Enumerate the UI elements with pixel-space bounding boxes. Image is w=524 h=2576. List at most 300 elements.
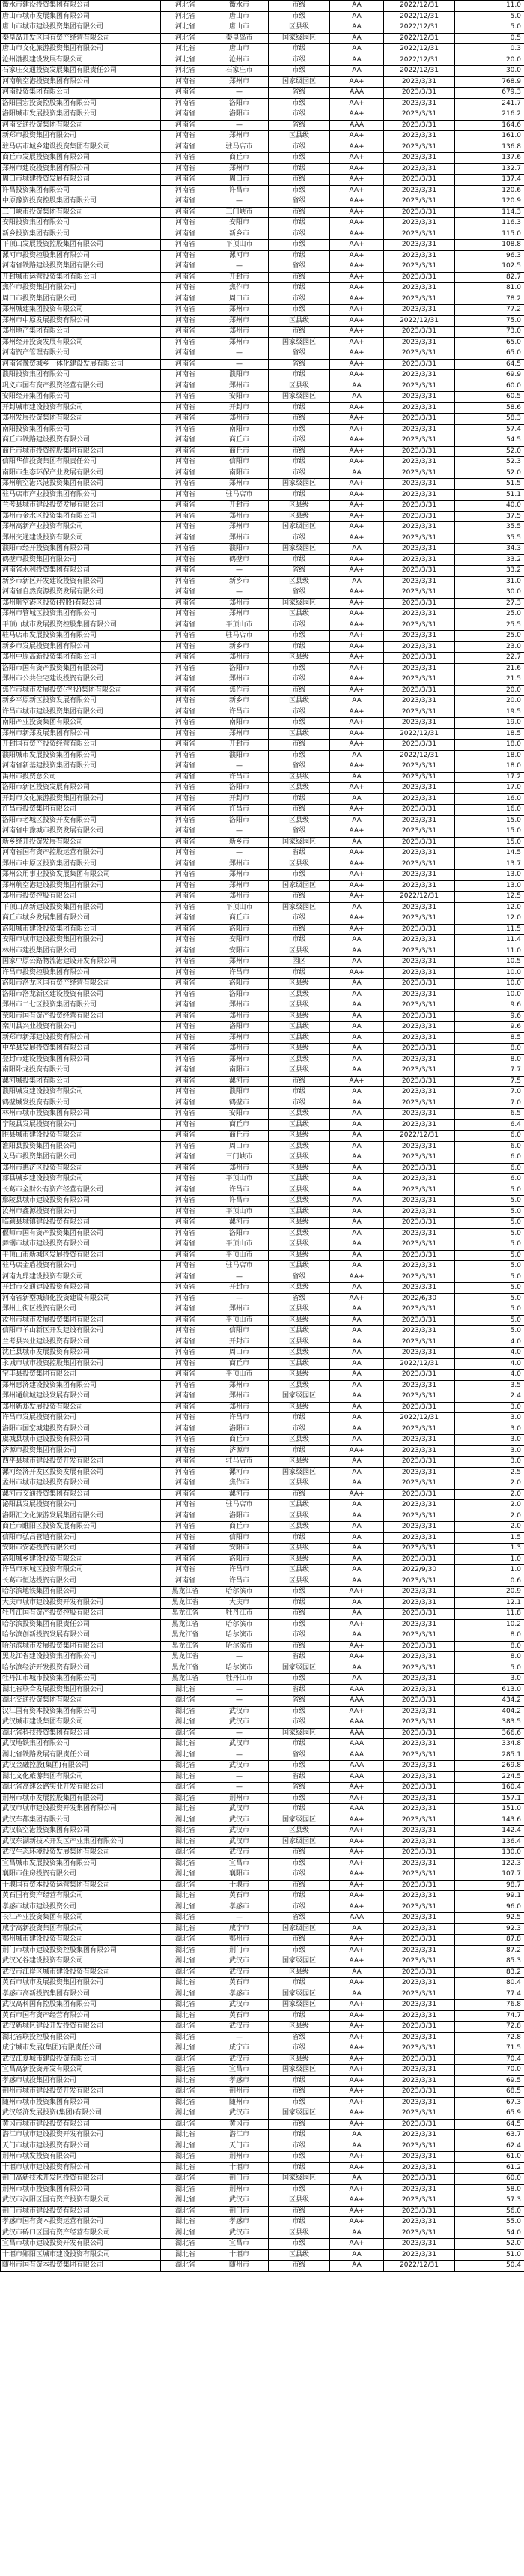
city-cell: 驻马店市: [210, 489, 269, 501]
province-cell: 湖北省: [161, 2032, 210, 2043]
issuer-name-cell: 济源市投资集团有限公司: [1, 1445, 161, 1457]
value-cell: 7.0: [455, 1087, 524, 1098]
table-row: [1, 435, 524, 447]
issuer-name-cell: 河南省中豫城市投资发展有限公司: [1, 826, 161, 838]
issuer-name-cell: 南阳卧龙投资有限公司: [1, 1065, 161, 1077]
value-cell: 75.0: [455, 315, 524, 327]
report-date-cell: 2022/12/31: [384, 55, 455, 66]
report-date-cell: 2023/3/31: [384, 1402, 455, 1413]
rating-cell: AA: [330, 1250, 384, 1261]
report-date-cell: 2023/3/31: [384, 2130, 455, 2141]
value-cell: 18.0: [455, 761, 524, 773]
province-cell: 河南省: [161, 815, 210, 826]
rating-cell: AA: [330, 1380, 384, 1391]
issuer-name-cell: 新郑市投资集团有限公司: [1, 131, 161, 142]
value-cell: 87.2: [455, 1945, 524, 1956]
city-cell: 安阳市: [210, 392, 269, 403]
city-cell: 许昌市: [210, 1196, 269, 1207]
issuer-name-cell: 荆州市城市发展控股集团有限公司: [1, 1793, 161, 1804]
admin-level-cell: 市级: [269, 305, 330, 316]
province-cell: 湖北省: [161, 1804, 210, 1815]
report-date-cell: 2022/12/31: [384, 66, 455, 77]
value-cell: 679.3: [455, 88, 524, 99]
province-cell: 河南省: [161, 674, 210, 686]
province-cell: 河南省: [161, 892, 210, 903]
report-date-cell: 2023/3/31: [384, 1978, 455, 1989]
admin-level-cell: 市级: [269, 967, 330, 979]
issuer-name-cell: 洛阳汇文化旅游发展集团有限公司: [1, 1511, 161, 1522]
table-row: [1, 2162, 524, 2174]
province-cell: 湖北省: [161, 1967, 210, 1978]
rating-cell: AA: [330, 1576, 384, 1587]
table-row: [1, 805, 524, 816]
issuer-name-cell: 宜昌市城市建设投资开发有限公司: [1, 2239, 161, 2250]
value-cell: 8.0: [455, 1630, 524, 1642]
value-cell: 58.6: [455, 402, 524, 414]
admin-level-cell: 市级: [269, 163, 330, 175]
value-cell: 2.0: [455, 1500, 524, 1511]
rating-cell: AA: [330, 1326, 384, 1337]
value-cell: 137.6: [455, 153, 524, 164]
value-cell: 62.4: [455, 2141, 524, 2152]
value-cell: 10.0: [455, 989, 524, 1000]
rating-cell: AA: [330, 1304, 384, 1316]
city-cell: 武汉市: [210, 1815, 269, 1826]
report-date-cell: 2022/12/31: [384, 1131, 455, 1142]
value-cell: 10.2: [455, 1619, 524, 1630]
city-cell: 安阳市: [210, 1544, 269, 1555]
value-cell: 60.0: [455, 381, 524, 392]
admin-level-cell: 区县级: [269, 815, 330, 826]
rating-cell: AA+: [330, 337, 384, 348]
city-cell: 郑州市: [210, 337, 269, 348]
rating-cell: AA+: [330, 511, 384, 522]
report-date-cell: 2023/3/31: [384, 348, 455, 360]
report-date-cell: 2023/3/31: [384, 1141, 455, 1152]
rating-cell: AA: [330, 1391, 384, 1403]
value-cell: 2.0: [455, 1522, 524, 1533]
issuer-name-cell: 义马市投资集团有限公司: [1, 1152, 161, 1164]
table-row: [1, 663, 524, 674]
issuer-name-cell: 哈尔滨创新投资发展有限公司: [1, 1630, 161, 1642]
value-cell: 142.4: [455, 1826, 524, 1837]
issuer-name-cell: 开封市文化旅游投资集团有限公司: [1, 793, 161, 805]
report-date-cell: 2023/3/31: [384, 424, 455, 435]
rating-cell: AA: [330, 1565, 384, 1576]
value-cell: 4.0: [455, 1358, 524, 1370]
rating-cell: AA+: [330, 2217, 384, 2228]
table-row: [1, 2054, 524, 2065]
admin-level-cell: 国家级园区: [269, 2108, 330, 2120]
issuer-name-cell: 泌阳县发展投资有限公司: [1, 1500, 161, 1511]
issuer-name-cell: 新乡投资集团有限公司: [1, 229, 161, 240]
province-cell: 河南省: [161, 826, 210, 838]
admin-level-cell: 市级: [269, 2097, 330, 2108]
table-row: [1, 142, 524, 153]
admin-level-cell: 市级: [269, 554, 330, 566]
issuer-name-cell: 商丘市铁路建设投资有限公司: [1, 435, 161, 447]
table-row: [1, 1913, 524, 1924]
issuer-name-cell: 黑龙江省建设投资集团有限公司: [1, 1652, 161, 1663]
issuer-name-cell: 河南交通投资集团有限公司: [1, 120, 161, 131]
city-cell: 漯河市: [210, 1218, 269, 1229]
issuer-name-cell: 郑州市中原区投资集团有限公司: [1, 859, 161, 870]
value-cell: 6.0: [455, 1152, 524, 1164]
admin-level-cell: 省级: [269, 196, 330, 208]
admin-level-cell: 市级: [269, 414, 330, 425]
value-cell: 4.0: [455, 1370, 524, 1381]
table-row: [1, 566, 524, 577]
value-cell: 10.0: [455, 967, 524, 979]
province-cell: 河南省: [161, 381, 210, 392]
report-date-cell: 2023/3/31: [384, 1272, 455, 1283]
issuer-name-cell: 哈尔滨投资集团有限责任公司: [1, 1619, 161, 1630]
issuer-name-cell: 武汉临空港投资集团有限公司: [1, 1826, 161, 1837]
table-row: [1, 1413, 524, 1424]
issuer-name-cell: 安阳投资集团有限公司: [1, 218, 161, 229]
issuer-name-cell: 河南九鼎建设投资有限公司: [1, 1272, 161, 1283]
admin-level-cell: 省级: [269, 88, 330, 99]
table-row: [1, 1739, 524, 1750]
issuer-name-cell: 新乡市发展投资集团有限公司: [1, 641, 161, 653]
issuer-name-cell: 河南航空港投资集团有限公司: [1, 76, 161, 88]
table-row: [1, 1587, 524, 1598]
rating-cell: AA: [330, 1152, 384, 1164]
report-date-cell: 2023/3/31: [384, 207, 455, 218]
report-date-cell: 2023/3/31: [384, 294, 455, 305]
report-date-cell: 2023/3/31: [384, 1902, 455, 1913]
province-cell: 湖北省: [161, 1717, 210, 1729]
city-cell: 洛阳市: [210, 1228, 269, 1239]
province-cell: 河南省: [161, 1119, 210, 1131]
issuer-name-cell: 宝丰县投资集团有限公司: [1, 1370, 161, 1381]
table-row: [1, 1609, 524, 1620]
issuer-name-cell: 唐山市文化旅游投资集团有限公司: [1, 44, 161, 55]
value-cell: 8.0: [455, 1054, 524, 1065]
value-cell: 216.2: [455, 109, 524, 121]
rating-cell: AA: [330, 935, 384, 946]
report-date-cell: 2023/3/31: [384, 2217, 455, 2228]
value-cell: 241.7: [455, 98, 524, 109]
table-row: [1, 1032, 524, 1044]
province-cell: 河南省: [161, 913, 210, 925]
rating-cell: AA+: [330, 2152, 384, 2163]
city-cell: 开封市: [210, 402, 269, 414]
report-date-cell: 2023/3/31: [384, 1065, 455, 1077]
value-cell: 115.0: [455, 229, 524, 240]
rating-cell: AA+: [330, 315, 384, 327]
table-row: [1, 783, 524, 794]
table-row: [1, 609, 524, 620]
city-cell: 郑州市: [210, 870, 269, 881]
value-cell: 17.0: [455, 783, 524, 794]
city-cell: 郑州市: [210, 880, 269, 892]
rating-cell: AA: [330, 989, 384, 1000]
admin-level-cell: 国家级园区: [269, 337, 330, 348]
table-row: [1, 1228, 524, 1239]
city-cell: 郑州市: [210, 1402, 269, 1413]
table-row: [1, 1674, 524, 1685]
admin-level-cell: 区县级: [269, 1152, 330, 1164]
city-cell: 信阳市: [210, 1532, 269, 1544]
province-cell: 湖北省: [161, 2043, 210, 2055]
value-cell: 16.0: [455, 793, 524, 805]
rating-cell: AA+: [330, 2054, 384, 2065]
report-date-cell: 2023/3/31: [384, 1326, 455, 1337]
city-cell: 衡水市: [210, 1, 269, 12]
issuer-name-cell: 汉江国有资本投资集团有限公司: [1, 1706, 161, 1717]
table-row: [1, 685, 524, 696]
report-date-cell: 2023/3/31: [384, 522, 455, 533]
rating-cell: AA: [330, 1109, 384, 1120]
rating-cell: AAA: [330, 88, 384, 99]
admin-level-cell: 市级: [269, 641, 330, 653]
rating-cell: AA+: [330, 272, 384, 283]
table-row: [1, 2043, 524, 2055]
value-cell: 51.1: [455, 489, 524, 501]
issuer-name-cell: 荆州市城市建设投资开发有限公司: [1, 2087, 161, 2098]
admin-level-cell: 区县级: [269, 1511, 330, 1522]
city-cell: 洛阳市: [210, 783, 269, 794]
report-date-cell: 2023/3/31: [384, 587, 455, 599]
admin-level-cell: 区县级: [269, 772, 330, 783]
issuer-name-cell: 郑州新郑发展投资有限公司: [1, 1402, 161, 1413]
report-date-cell: 2023/3/31: [384, 229, 455, 240]
admin-level-cell: 市级: [269, 1891, 330, 1902]
table-row: [1, 446, 524, 457]
value-cell: 11.8: [455, 1609, 524, 1620]
issuer-name-cell: 郑州市二七区投资集团有限公司: [1, 1000, 161, 1012]
province-cell: 河南省: [161, 1445, 210, 1457]
table-row: [1, 55, 524, 66]
city-cell: 商丘市: [210, 1522, 269, 1533]
admin-level-cell: 市级: [269, 1076, 330, 1087]
issuer-name-cell: 随州市城市投资集团有限公司: [1, 2097, 161, 2108]
admin-level-cell: 区县级: [269, 1358, 330, 1370]
admin-level-cell: 区县级: [269, 381, 330, 392]
province-cell: 河南省: [161, 837, 210, 848]
rating-cell: AA+: [330, 761, 384, 773]
report-date-cell: 2023/3/31: [384, 935, 455, 946]
rating-cell: AA+: [330, 207, 384, 218]
issuer-name-cell: 禹州市投资总公司: [1, 772, 161, 783]
admin-level-cell: 区县级: [269, 728, 330, 740]
rating-cell: AA: [330, 544, 384, 555]
table-row: [1, 1978, 524, 1989]
city-cell: 许昌市: [210, 1576, 269, 1587]
city-cell: 郑州市: [210, 609, 269, 620]
admin-level-cell: 区县级: [269, 2249, 330, 2261]
province-cell: 河南省: [161, 131, 210, 142]
rating-cell: AA: [330, 2249, 384, 2261]
admin-level-cell: 市级: [269, 685, 330, 696]
value-cell: 98.7: [455, 1880, 524, 1891]
value-cell: 56.0: [455, 2206, 524, 2217]
table-row: [1, 1869, 524, 1881]
report-date-cell: 2023/3/31: [384, 370, 455, 381]
value-cell: 83.2: [455, 1967, 524, 1978]
table-row: [1, 2130, 524, 2141]
province-cell: 湖北省: [161, 1771, 210, 1783]
admin-level-cell: 市级: [269, 1087, 330, 1098]
issuer-name-cell: 林州市建投集团有限公司: [1, 946, 161, 957]
admin-level-cell: 市级: [269, 11, 330, 22]
rating-cell: AA+: [330, 175, 384, 186]
admin-level-cell: 国家级园区: [269, 598, 330, 609]
city-cell: 武汉市: [210, 2108, 269, 2120]
table-row: [1, 1891, 524, 1902]
rating-cell: AA: [330, 1337, 384, 1348]
admin-level-cell: 区县级: [269, 1228, 330, 1239]
issuer-name-cell: 湖北文化旅游集团有限公司: [1, 1771, 161, 1783]
report-date-cell: 2023/3/31: [384, 1880, 455, 1891]
city-cell: 濮阳市: [210, 1087, 269, 1098]
city-cell: —: [210, 1684, 269, 1696]
province-cell: 湖北省: [161, 2239, 210, 2250]
value-cell: 6.0: [455, 1141, 524, 1152]
table-row: [1, 196, 524, 208]
table-row: [1, 1218, 524, 1229]
table-row: [1, 1956, 524, 1968]
issuer-name-cell: 黄石国有资产经营有限公司: [1, 1891, 161, 1902]
table-row: [1, 1663, 524, 1674]
city-cell: 郑州市: [210, 598, 269, 609]
city-cell: 新乡市: [210, 696, 269, 707]
rating-cell: AA: [330, 1000, 384, 1012]
province-cell: 湖北省: [161, 1783, 210, 1794]
issuer-name-cell: 咸宁高新投资集团有限公司: [1, 1923, 161, 1935]
rating-cell: AA+: [330, 1793, 384, 1804]
city-cell: 牡丹江市: [210, 1609, 269, 1620]
issuer-name-cell: 洛阳城市发展投资集团有限公司: [1, 109, 161, 121]
table-row: [1, 2217, 524, 2228]
admin-level-cell: 市级: [269, 402, 330, 414]
rating-cell: AA: [330, 1141, 384, 1152]
province-cell: 河南省: [161, 554, 210, 566]
report-date-cell: 2023/3/31: [384, 2152, 455, 2163]
table-row: [1, 1283, 524, 1294]
value-cell: 2.5: [455, 1467, 524, 1478]
table-row: [1, 1098, 524, 1109]
rating-cell: AA: [330, 1315, 384, 1326]
table-row: [1, 1109, 524, 1120]
value-cell: 57.4: [455, 424, 524, 435]
report-date-cell: 2023/3/31: [384, 1391, 455, 1403]
province-cell: 湖北省: [161, 2087, 210, 2098]
admin-level-cell: 省级: [269, 566, 330, 577]
admin-level-cell: 市级: [269, 892, 330, 903]
table-row: [1, 381, 524, 392]
value-cell: 51.0: [455, 2249, 524, 2261]
report-date-cell: 2023/3/31: [384, 1500, 455, 1511]
table-row: [1, 489, 524, 501]
admin-level-cell: 省级: [269, 1684, 330, 1696]
value-cell: 54.5: [455, 435, 524, 447]
city-cell: 黄石市: [210, 1978, 269, 1989]
province-cell: 湖北省: [161, 1793, 210, 1804]
table-row: [1, 761, 524, 773]
table-row: [1, 957, 524, 968]
issuer-name-cell: 许昌投资集团有限公司: [1, 185, 161, 196]
rating-cell: AA: [330, 1457, 384, 1468]
table-row: [1, 229, 524, 240]
issuer-name-cell: 宜昌城市发展投资集团有限公司: [1, 1858, 161, 1869]
report-date-cell: 2023/3/31: [384, 1891, 455, 1902]
rating-cell: AA+: [330, 457, 384, 468]
table-row: [1, 414, 524, 425]
table-row: [1, 1119, 524, 1131]
admin-level-cell: 市级: [269, 435, 330, 447]
city-cell: 安阳市: [210, 218, 269, 229]
report-date-cell: 2023/3/31: [384, 793, 455, 805]
issuer-name-cell: 濮阳市经开投资集团有限公司: [1, 544, 161, 555]
rating-cell: AA+: [330, 1836, 384, 1848]
table-row: [1, 653, 524, 664]
issuer-name-cell: 郑州通航城建设发展有限公司: [1, 1391, 161, 1403]
city-cell: 开封市: [210, 501, 269, 512]
issuer-name-cell: 漯河市投资控股集团有限公司: [1, 250, 161, 261]
province-cell: 湖北省: [161, 2195, 210, 2207]
value-cell: 30.0: [455, 587, 524, 599]
table-row: [1, 1380, 524, 1391]
issuer-name-cell: 驻马店市发展投资集团有限公司: [1, 631, 161, 642]
city-cell: 焦作市: [210, 283, 269, 294]
city-cell: 鄂州市: [210, 1935, 269, 1946]
admin-level-cell: 国家级园区: [269, 1467, 330, 1478]
table-row: [1, 1544, 524, 1555]
province-cell: 河南省: [161, 479, 210, 490]
admin-level-cell: 区县级: [269, 696, 330, 707]
city-cell: 南阳市: [210, 424, 269, 435]
province-cell: 河南省: [161, 1424, 210, 1435]
admin-level-cell: 市级: [269, 663, 330, 674]
report-date-cell: 2023/3/31: [384, 1826, 455, 1837]
issuer-name-cell: 漯河经济开发区投资发展有限公司: [1, 1467, 161, 1478]
issuer-name-cell: 许昌市投资控股集团有限公司: [1, 967, 161, 979]
city-cell: —: [210, 1696, 269, 1707]
city-cell: 武汉市: [210, 1848, 269, 1859]
province-cell: 河南省: [161, 1293, 210, 1304]
admin-level-cell: 市级: [269, 55, 330, 66]
city-cell: —: [210, 120, 269, 131]
report-date-cell: 2023/3/31: [384, 1511, 455, 1522]
table-row: [1, 1457, 524, 1468]
report-date-cell: 2023/3/31: [384, 1609, 455, 1620]
table-row: [1, 1326, 524, 1337]
report-date-cell: 2023/3/31: [384, 2141, 455, 2152]
rating-cell: AA+: [330, 609, 384, 620]
table-row: [1, 370, 524, 381]
report-date-cell: 2023/3/31: [384, 1000, 455, 1012]
city-cell: 郑州市: [210, 892, 269, 903]
admin-level-cell: 市级: [269, 1098, 330, 1109]
issuer-name-cell: 宁陵县发展投资有限公司: [1, 1119, 161, 1131]
table-row: [1, 1619, 524, 1630]
admin-level-cell: 市级: [269, 1902, 330, 1913]
city-cell: 平顶山市: [210, 1250, 269, 1261]
report-date-cell: 2023/3/31: [384, 501, 455, 512]
report-date-cell: 2023/3/31: [384, 1848, 455, 1859]
city-cell: 安阳市: [210, 1109, 269, 1120]
value-cell: 22.7: [455, 653, 524, 664]
report-date-cell: 2022/12/31: [384, 2261, 455, 2272]
table-row: [1, 2075, 524, 2087]
value-cell: 8.0: [455, 1652, 524, 1663]
admin-level-cell: 市级: [269, 924, 330, 935]
province-cell: 湖北省: [161, 1706, 210, 1717]
province-cell: 河北省: [161, 11, 210, 22]
city-cell: —: [210, 566, 269, 577]
